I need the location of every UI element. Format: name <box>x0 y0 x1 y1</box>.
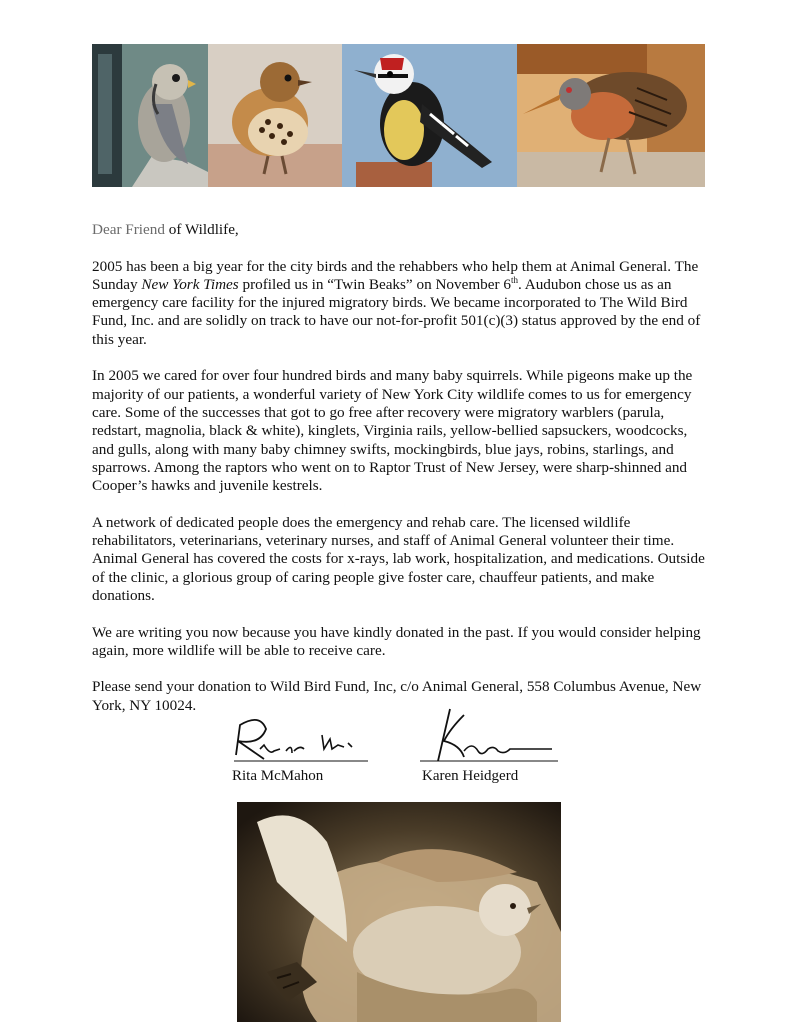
virginia-rail-photo <box>517 44 705 187</box>
pigeon-in-hands-photo <box>237 802 561 1022</box>
handwritten-signature-karen <box>420 705 560 767</box>
header-photo-strip <box>92 44 705 187</box>
signature-karen <box>420 705 560 785</box>
kestrel-photo <box>92 44 208 187</box>
thrush-photo <box>208 44 342 187</box>
signer-name-right: Karen Heidgerd <box>422 768 519 784</box>
newspaper-title: New York Times <box>141 275 239 293</box>
sapsucker-photo <box>342 44 517 187</box>
paragraph-donation-appeal: We are writing you now because you have kindly donated in the past. If you would consider helping again, more wildlife will be able to receive care. <box>92 623 701 659</box>
signature-rita <box>230 705 370 785</box>
paragraph-care-network: A network of dedicated people does the emergency and rehab care. The licensed wildlife rehabilitators, veterinarians, veterinary nurses, and staff of Animal General volunteer their time. Animal General has covered the costs for x-rays, lab work, hospitalization, and medications. Outside of the clinic, a glorious group of caring people give foster care, chauffeur patients, and make donations. <box>92 513 705 604</box>
paragraph-birds-cared-for: In 2005 we cared for over four hundred birds and many baby squirrels. While pigeons make up the majority of our patients, a wonderful variety of New York City wildlife comes to us for emergency care. Some of the successes that got to go free after recovery were migratory warblers (parula, redstart, magnolia, black & white), kinglets, Virginia rails, yellow-bellied sapsuckers, woodcocks, and gulls, along with many baby chimney swifts, mockingbirds, blue jays, robins, starlings, and sparrows. Among the raptors who went on to Raptor Trust of New Jersey, were sharp-shinned and Cooper’s hawks and juvenile kestrels. <box>92 367 693 495</box>
salutation: Dear Friend of Wildlife, <box>92 221 239 238</box>
letter-body <box>92 221 712 733</box>
paragraph-mailing-address: Please send your donation to Wild Bird Fund, Inc, c/o Animal General, 558 Columbus Avenue, New York, NY 10024. <box>92 678 702 714</box>
paragraph-year-summary: 2005 has been a big year for the city birds and the rehabbers who help them at Animal General. The Sunday New York Times profiled us in “Twin Beaks” on November 6th. Audubon chose us as an emergency care facility for the injured migratory birds. We became incorporated to The Wild Bird Fund, Inc. and are solidly on track to have our not-for-profit 501(c)(3) status approved by the end of this year. <box>92 257 701 348</box>
signer-name-left: Rita McMahon <box>232 768 324 784</box>
handwritten-signature-rita <box>230 705 370 767</box>
